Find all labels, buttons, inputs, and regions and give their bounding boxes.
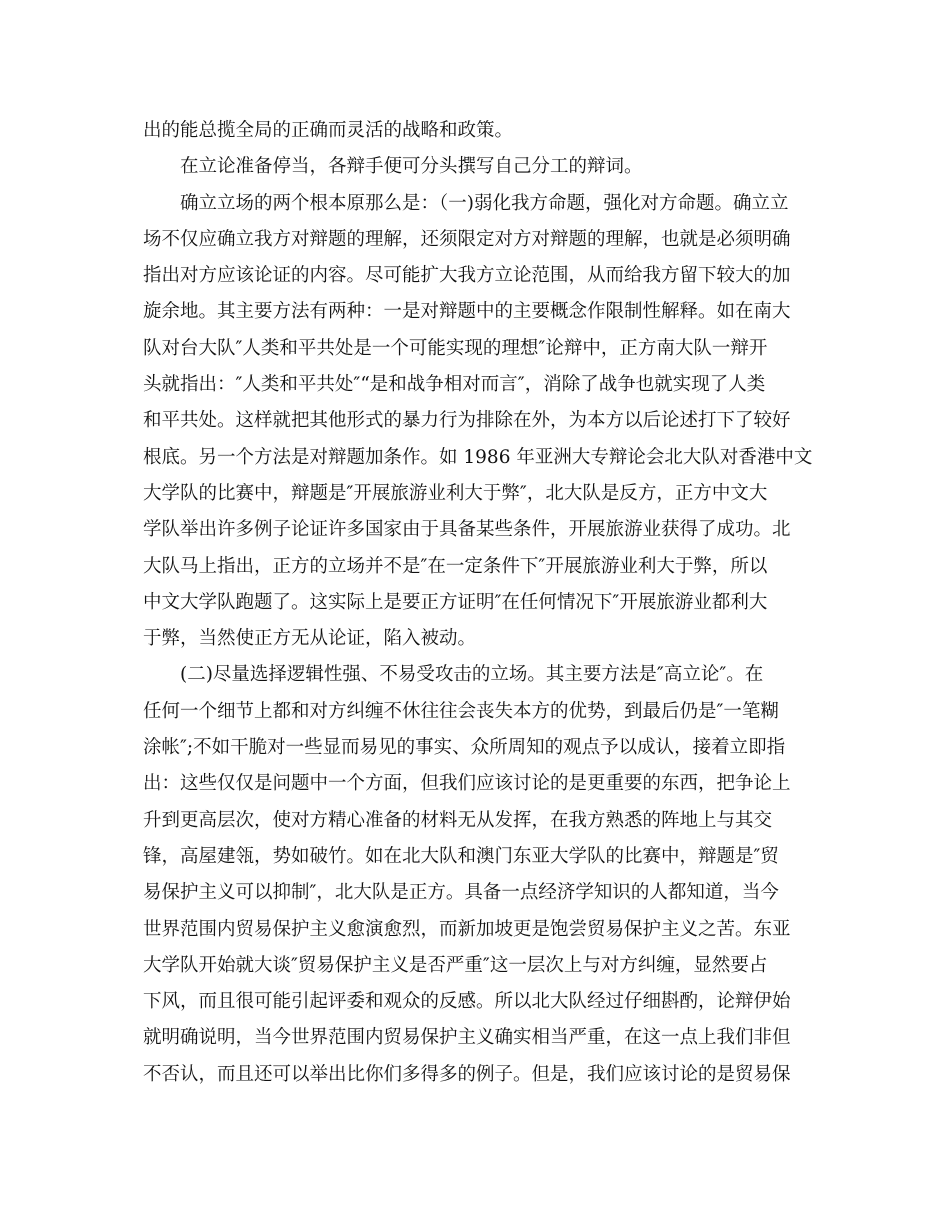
- text-line: 出的能总揽全局的正确而灵活的战略和政策。: [143, 120, 514, 141]
- text-line: 在立论准备停当，各辩手便可分头撰写自己分工的辩词。: [180, 156, 643, 178]
- text-line: 下风，而且很可能引起评委和观众的反感。所以北大队经过仔细斟酌，论辩伊始: [143, 991, 791, 1013]
- text-line: 出：这些仅仅是问题中一个方面，但我们应该讨论的是更重要的东西，把争论上: [143, 773, 791, 795]
- text-line: 头就指出：″人类和平共处″“是和战争相对而言″，消除了战争也就实现了人类: [143, 374, 766, 396]
- text-line: 学队举出许多例子论证许多国家由于具备某些条件，开展旅游业获得了成功。北: [143, 519, 791, 541]
- text-line: (二)尽量选择逻辑性强、不易受攻击的立场。其主要方法是″高立论″。在: [180, 664, 764, 686]
- text-line: 旋余地。其主要方法有两种：一是对辩题中的主要概念作限制性解释。如在南大: [143, 301, 791, 323]
- text-line: 根底。另一个方法是对辩题加条作。如 1986 年亚洲大专辩论会北大队对香港中文: [143, 446, 813, 468]
- text-line: 中文大学队跑题了。这实际上是要正方证明″在任何情况下″开展旅游业都利大: [143, 591, 768, 613]
- text-line: 于弊，当然使正方无从论证，陷入被动。: [143, 628, 477, 650]
- text-line: 大队马上指出，正方的立场并不是″在一定条件下″开展旅游业利大于弊，所以: [143, 555, 768, 577]
- text-line: 大学队的比赛中，辩题是″开展旅游业利大于弊″，北大队是反方，正方中文大: [143, 482, 768, 504]
- text-line: 任何一个细节上都和对方纠缠不休往往会丧失本方的优势，到最后仍是″一笔糊: [143, 700, 779, 722]
- text-line: 指出对方应该论证的内容。尽可能扩大我方立论范围，从而给我方留下较大的加: [143, 265, 791, 287]
- text-line: 场不仅应确立我方对辩题的理解，还须限定对方对辩题的理解，也就是必须明确: [143, 228, 791, 250]
- text-line: 升到更高层次，使对方精心准备的材料无从发挥，在我方熟悉的阵地上与其交: [143, 809, 773, 831]
- text-line: 易保护主义可以抑制″，北大队是正方。具备一点经济学知识的人都知道，当今: [143, 882, 779, 904]
- text-line: 不否认，而且还可以举出比你们多得多的例子。但是，我们应该讨论的是贸易保: [143, 1063, 791, 1085]
- text-line: 和平共处。这样就把其他形式的暴力行为排除在外，为本方以后论述打下了较好: [143, 410, 791, 432]
- text-line: 锋，高屋建瓴，势如破竹。如在北大队和澳门东亚大学队的比赛中，辩题是″贸: [143, 845, 779, 867]
- text-line: 世界范围内贸易保护主义愈演愈烈，而新加坡更是饱尝贸易保护主义之苦。东亚: [143, 918, 791, 940]
- body-text: [143, 113, 813, 1093]
- text-line: 队对台大队″人类和平共处是一个可能实现的理想″论辩中，正方南大队一辩开: [143, 337, 768, 359]
- text-line: 大学队开始就大谈″贸易保护主义是否严重″这一层次上与对方纠缠，显然要占: [143, 954, 768, 976]
- text-line: 涂帐″;不如干脆对一些显而易见的事实、众所周知的观点予以成认，接着立即指: [143, 737, 786, 759]
- text-line: 就明确说明，当今世界范围内贸易保护主义确实相当严重，在这一点上我们非但: [143, 1027, 791, 1049]
- text-line: 确立立场的两个根本原那么是：（一)弱化我方命题，强化对方命题。确立立: [180, 192, 789, 214]
